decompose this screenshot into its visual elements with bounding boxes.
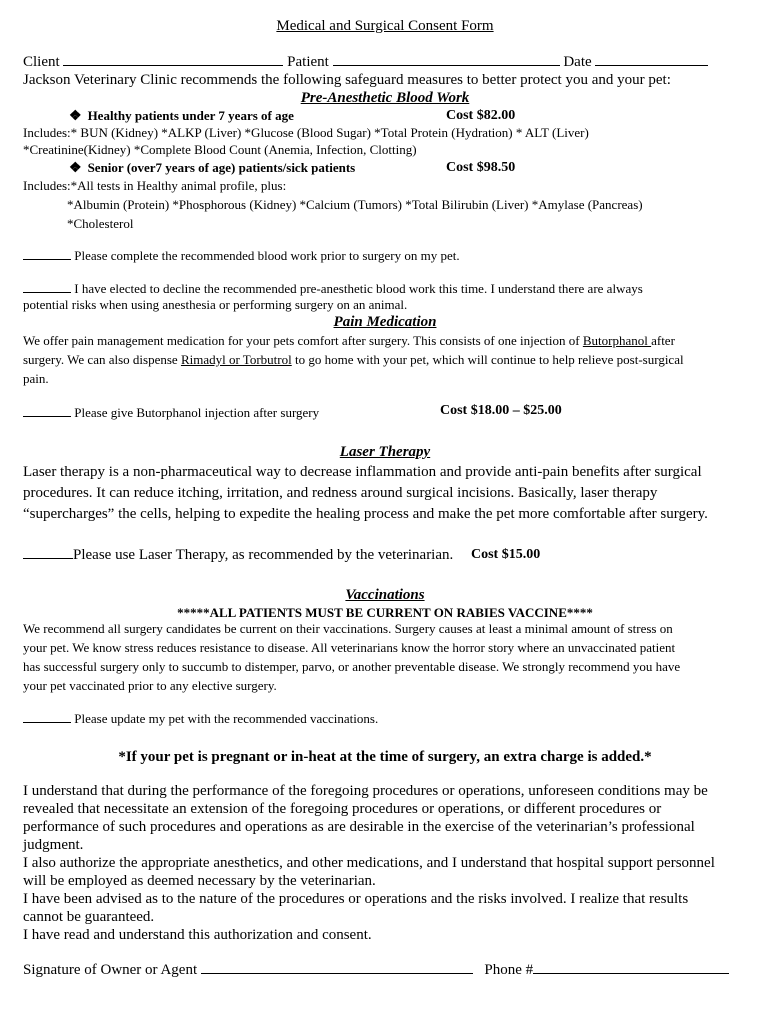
bloodwork-decline-row <box>23 280 643 297</box>
senior-includes-2: *Albumin (Protein) *Phosphorous (Kidney) *Calcium (Tumors) *Total Bilirubin (Liver) *Amylase (Pancreas) <box>67 197 643 212</box>
vaccines-line-1: We recommend all surgery candidates be current on their vaccinations. Surgery causes at least a minimal amount of stress on <box>23 621 673 636</box>
consent-p3-line-1: I have been advised as to the nature of the procedures or operations and the risks involved. I realize that results <box>23 891 689 907</box>
bloodwork-accept-text: Please complete the recommended blood work prior to surgery on my pet. <box>74 248 460 263</box>
healthy-row <box>69 108 294 125</box>
bloodwork-decline-text-2: potential risks when using anesthesia or performing surgery on an animal. <box>23 297 408 312</box>
laser-line-1: Laser therapy is a non-pharmaceutical way to decrease inflammation and provide anti-pain benefits after surgical <box>23 464 702 480</box>
senior-includes-3: *Cholesterol <box>67 216 134 231</box>
pain-line-2 <box>23 352 684 368</box>
consent-p1-line-2: revealed that necessitate an extension of the foregoing procedures or operations, or different procedures or <box>23 801 662 817</box>
consent-p1-line-1: I understand that during the performance of the foregoing procedures or operations, unforeseen conditions may be <box>23 783 708 799</box>
bloodwork-accept-row <box>23 247 460 264</box>
client-patient-date-row <box>23 53 708 71</box>
laser-cost: Cost $15.00 <box>471 547 541 562</box>
intro-text: Jackson Veterinary Clinic recommends the following safeguard measures to better protect you and your pet: <box>23 72 671 88</box>
vaccines-line-3: has successful surgery only to succumb to distemper, parvo, or another preventable disease. We strongly recommend you have <box>23 659 681 674</box>
date-field[interactable] <box>595 53 708 66</box>
bloodwork-heading: Pre-Anesthetic Blood Work <box>300 90 470 106</box>
senior-cost: Cost $98.50 <box>446 160 516 175</box>
diamond-bullet-icon: ❖ <box>69 161 82 176</box>
vaccines-initial-field[interactable] <box>23 710 71 723</box>
client-label: Client <box>23 54 60 70</box>
bloodwork-decline-text: I have elected to decline the recommended pre-anesthetic blood work this time. I understand there are always <box>74 281 643 296</box>
bloodwork-accept-initial-field[interactable] <box>23 247 71 260</box>
consent-p3-line-2: cannot be guaranteed. <box>23 909 155 925</box>
diamond-bullet-icon: ❖ <box>69 109 82 124</box>
healthy-label: Healthy patients under 7 years of age <box>87 108 294 123</box>
vaccines-line-2: your pet. We know stress reduces resistance to disease. All veterinarians know the horror story where an unvaccinated patient <box>23 640 676 655</box>
laser-initial-field[interactable] <box>23 546 73 559</box>
consent-p1-line-4: judgment. <box>23 837 84 853</box>
owner-signature-label: Signature of Owner or Agent <box>23 962 198 978</box>
patient-label: Patient <box>287 54 329 70</box>
butorphanol-link: Butorphanol <box>582 333 652 348</box>
phone-field[interactable] <box>533 961 729 974</box>
patient-field[interactable] <box>333 53 560 66</box>
consent-p2-line-1: I also authorize the appropriate anesthetics, and other medications, and I understand that hospital support personnel <box>23 855 715 871</box>
phone-label: Phone # <box>484 962 534 978</box>
senior-label: Senior (over7 years of age) patients/sick patients <box>87 160 356 175</box>
laser-option-row <box>23 546 453 564</box>
client-field[interactable] <box>63 53 283 66</box>
consent-p4: I have read and understand this authorization and consent. <box>23 927 372 943</box>
pain-line-3: pain. <box>23 371 49 386</box>
healthy-cost: Cost $82.00 <box>446 108 516 123</box>
vaccines-option-row <box>23 710 378 727</box>
pain-option-text: Please give Butorphanol injection after surgery <box>74 405 320 420</box>
laser-line-3: “supercharges” the cells, helping to expedite the healing process and make the pet more comfortable after surgery. <box>23 506 708 522</box>
consent-p2-line-2: will be employed as deemed necessary by the veterinarian. <box>23 873 376 889</box>
pain-cost: Cost $18.00 – $25.00 <box>440 403 562 418</box>
vaccines-heading: Vaccinations <box>345 587 425 603</box>
signature-row <box>23 961 729 979</box>
healthy-includes-2: *Creatinine(Kidney) *Complete Blood Count (Anemia, Infection, Clotting) <box>23 142 417 157</box>
pain-initial-field[interactable] <box>23 404 71 417</box>
pain-heading: Pain Medication <box>333 314 437 330</box>
laser-option-text: Please use Laser Therapy, as recommended by the veterinarian. <box>73 547 454 563</box>
rimadyl-link: Rimadyl or Torbutrol <box>180 352 292 367</box>
pain-line-2-tail: to go home with your pet, which will continue to help relieve post-surgical <box>291 352 684 367</box>
pain-option-row <box>23 404 319 421</box>
pain-line-1-text: We offer pain management medication for your pets comfort after surgery. This consists of one injection of <box>23 333 583 348</box>
healthy-includes-1: Includes:* BUN (Kidney) *ALKP (Liver) *Glucose (Blood Sugar) *Total Protein (Hydration) * ALT (Liver) <box>23 125 589 140</box>
vaccines-option-text: Please update my pet with the recommended vaccinations. <box>74 711 379 726</box>
bloodwork-decline-initial-field[interactable] <box>23 280 71 293</box>
laser-line-2: procedures. It can reduce itching, irritation, and redness around surgical incisions. Basically, laser therapy <box>23 485 658 501</box>
rabies-notice: *****ALL PATIENTS MUST BE CURRENT ON RABIES VACCINE**** <box>177 605 593 620</box>
pain-line-1 <box>23 333 675 349</box>
pain-line-2-text: surgery. We can also dispense <box>23 352 181 367</box>
form-title: Medical and Surgical Consent Form <box>276 18 494 34</box>
date-label: Date <box>563 54 592 70</box>
senior-row <box>69 160 355 177</box>
consent-p1-line-3: performance of such procedures and operations as are desirable in the exercise of the veterinarian’s professional <box>23 819 695 835</box>
laser-heading: Laser Therapy <box>339 444 431 460</box>
vaccines-line-4: your pet vaccinated prior to any elective surgery. <box>23 678 277 693</box>
owner-signature-field[interactable] <box>201 961 473 974</box>
pregnant-notice: *If your pet is pregnant or in-heat at the time of surgery, an extra charge is added.* <box>118 749 652 765</box>
pain-line-1-tail: after <box>651 333 675 348</box>
senior-includes-1: Includes:*All tests in Healthy animal profile, plus: <box>23 178 287 193</box>
